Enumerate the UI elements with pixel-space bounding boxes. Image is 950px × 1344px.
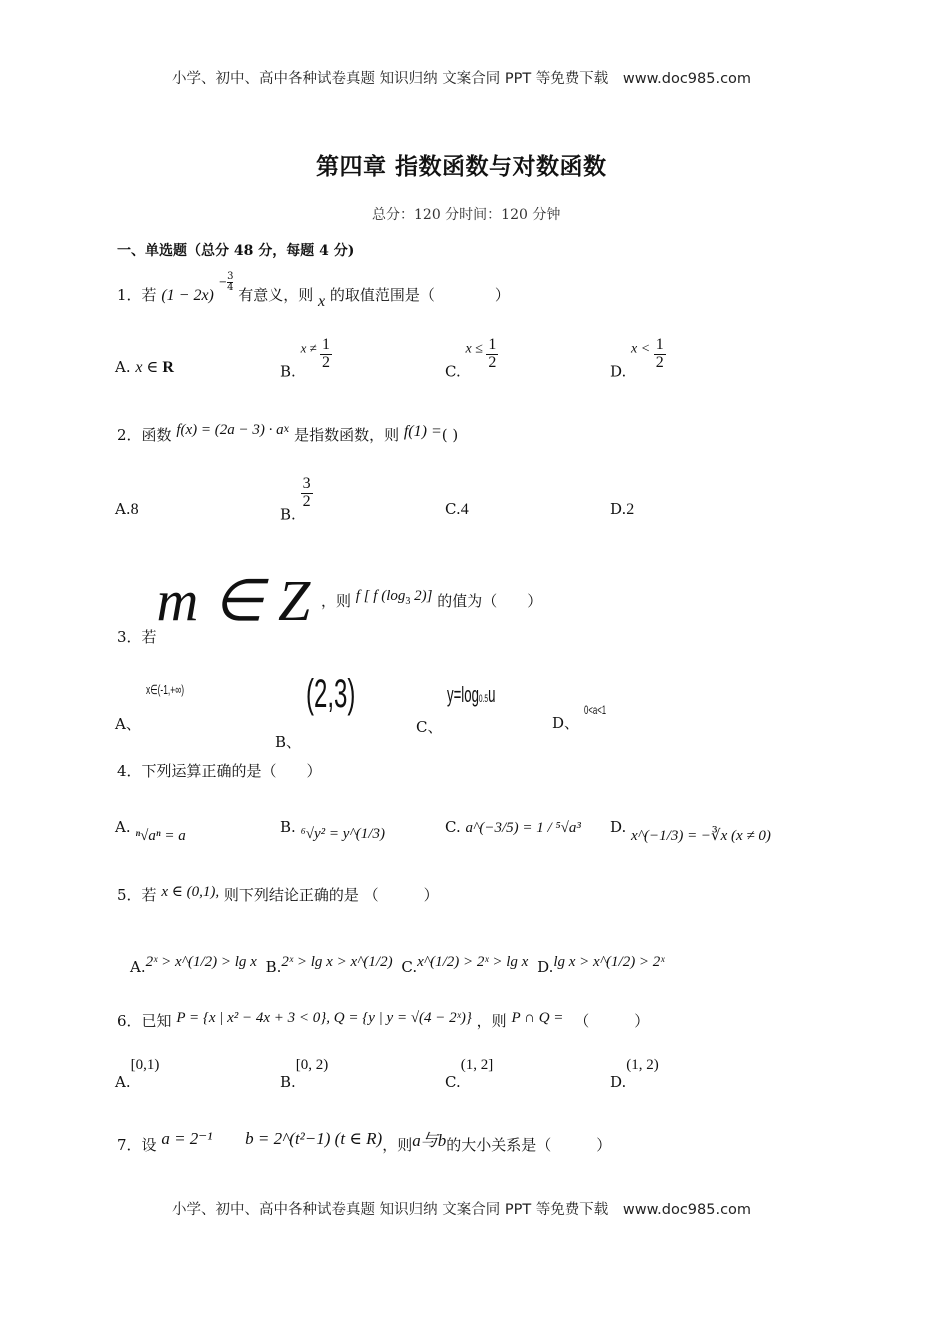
q5-options-row (130, 954, 665, 977)
frac-num: 1 (655, 336, 664, 353)
q7-number: 7．设 (117, 1136, 157, 1154)
q5-tail: 则下列结论正确的是 （ ） (223, 886, 439, 904)
q1-b-expr: x ≠ (300, 340, 320, 356)
q3-option-d[interactable] (552, 703, 618, 732)
option-label: D. (610, 500, 627, 518)
q2-option-c[interactable] (445, 500, 469, 519)
q6-d-expr: (1, 2) (626, 1057, 659, 1073)
q3-a-expr: x∈(-1,+∞) (145, 682, 184, 697)
q1-d-frac (654, 337, 666, 372)
question-5 (117, 884, 439, 905)
option-label: C. (445, 500, 461, 518)
q3-option-b[interactable] (275, 672, 388, 751)
option-label: D. (610, 818, 627, 836)
q2-d-expr: 2 (626, 501, 635, 518)
q2-number: 2．函数 (117, 426, 172, 444)
q1-b-frac (320, 337, 332, 372)
q6-option-d[interactable] (610, 1055, 659, 1091)
q7-expr-a: a = 2⁻¹ (161, 1129, 213, 1148)
q1-option-c[interactable] (445, 337, 498, 380)
option-label: D. (537, 958, 554, 976)
q5-b-expr: 2ˣ > lg x > x^(1/2) (281, 954, 393, 970)
q5-d-expr: lg x > x^(1/2) > 2ˣ (553, 954, 665, 970)
option-label: C、 (416, 718, 443, 736)
option-label: B. (280, 1073, 296, 1091)
q1-var: x (318, 293, 326, 310)
option-label: D. (610, 1073, 627, 1091)
question-2 (117, 424, 458, 445)
option-label: B. (280, 505, 296, 524)
q3-number: 3．若 (117, 628, 157, 646)
q1-d-expr: x < (631, 341, 654, 357)
q1-a-expr: x ∈ R (135, 359, 174, 376)
q3-c-tail: u (488, 682, 496, 707)
bottom-banner (172, 1198, 751, 1219)
option-label: C. (445, 1073, 461, 1091)
question-3 (117, 566, 543, 646)
q1-tail: 的取值范围是（ ） (329, 286, 510, 304)
q1-exp-num: 3 (227, 271, 234, 282)
question-6 (117, 1010, 649, 1031)
q5-option-a[interactable] (130, 954, 261, 976)
q3-expr (355, 588, 433, 607)
banner-url[interactable]: www.doc985.com (622, 1202, 752, 1218)
q3-b-expr: (2,3) (305, 672, 356, 716)
q1-option-a[interactable] (115, 357, 174, 377)
q6-a-expr: [0,1) (130, 1057, 160, 1073)
option-label: A. (115, 1073, 131, 1091)
q4-option-d[interactable] (610, 818, 771, 844)
q2-mid: 是指数函数，则 (294, 426, 400, 444)
q6-expr2: P ∩ Q = (511, 1010, 564, 1026)
q3-c-expr-start: y=log (447, 682, 480, 707)
q2-a-expr: 8 (130, 501, 139, 518)
q2-tail: ( ) (441, 426, 459, 444)
q2-expr: f(x) = (2a − 3) · a (176, 422, 284, 438)
q5-option-b[interactable] (265, 954, 397, 976)
q1-base: (1 − 2x) (161, 287, 214, 304)
q1-c-expr: x ≤ (465, 341, 487, 357)
option-label: A. (130, 958, 146, 976)
q4-option-c[interactable] (445, 818, 581, 837)
q2-option-b[interactable] (280, 476, 313, 523)
option-label: B. (280, 362, 296, 381)
frac-num: 3 (302, 475, 311, 492)
frac-num: 1 (321, 336, 330, 353)
q5-expr: x ∈ (0,1), (161, 884, 220, 900)
q1-number: 1．若 (117, 286, 157, 304)
q3-option-c[interactable] (416, 682, 528, 736)
q5-option-d[interactable] (537, 954, 665, 976)
q4-option-a[interactable] (115, 818, 186, 844)
option-label: C. (445, 362, 461, 381)
page-title: 第四章 指数函数与对数函数 (316, 153, 607, 180)
option-label: B. (280, 818, 296, 836)
option-label: B. (265, 958, 282, 976)
top-banner (172, 67, 751, 88)
q6-option-b[interactable] (280, 1055, 329, 1091)
option-label: D. (610, 362, 627, 381)
q2-option-a[interactable] (115, 500, 139, 519)
q4-b-expr: ⁶√y² = y^(1/3) (300, 826, 385, 842)
question-7 (117, 1130, 611, 1155)
q7-expr2: a与b (412, 1131, 447, 1150)
option-label: A、 (115, 715, 141, 733)
q3-big-expr: m ∈ Z (156, 568, 311, 633)
q4-option-b[interactable] (280, 818, 385, 842)
q3-d-expr: 0<a<1 (583, 703, 606, 717)
q2-b-frac (301, 476, 313, 511)
frac-num: 1 (488, 336, 497, 353)
option-label: D、 (552, 714, 580, 732)
q5-c-expr: x^(1/2) > 2ˣ > lg x (417, 954, 529, 970)
option-label: B、 (275, 733, 302, 751)
banner-text: 小学、初中、高中各种试卷真题 知识归纳 文案合同 PPT 等免费下载 (172, 1202, 609, 1218)
q6-option-c[interactable] (445, 1055, 494, 1091)
q6-number: 6．已知 (117, 1012, 172, 1030)
q5-option-c[interactable] (401, 954, 532, 976)
q5-a-expr: 2ˣ > x^(1/2) > lg x (145, 954, 257, 970)
q3-c-expr (447, 682, 495, 708)
q3-expr-end: 2)] (410, 588, 433, 604)
frac-den: 2 (488, 353, 497, 371)
section-heading: 一、单选题（总分 48 分，每题 4 分) (117, 243, 355, 259)
q7-mid: ，则 (382, 1136, 413, 1154)
q1-option-d[interactable] (610, 337, 666, 380)
q6-option-a[interactable] (115, 1055, 160, 1091)
q7-expr-b: b = 2^(t²−1) (t ∈ R) (245, 1129, 383, 1148)
q3-expr-start: f [ f (log (355, 588, 406, 604)
option-label: A. (115, 358, 131, 376)
q1-mid: 有意义，则 (238, 286, 314, 304)
q7-tail: 的大小关系是（ ） (446, 1136, 612, 1154)
q1-option-b[interactable] (280, 337, 332, 380)
q4-d-expr: x^(−1/3) = −∛x (x ≠ 0) (631, 828, 771, 844)
banner-text: 小学、初中、高中各种试卷真题 知识归纳 文案合同 PPT 等免费下载 (172, 71, 609, 87)
q6-c-expr: (1, 2] (460, 1057, 494, 1073)
q3-mid: ，则 (321, 592, 352, 610)
q1-c-frac (486, 337, 498, 372)
q6-b-expr: [0, 2) (295, 1057, 329, 1073)
question-4: 4．下列运算正确的是（ ） (117, 762, 322, 780)
option-label: A. (115, 500, 131, 518)
q6-tail: （ ） (574, 1012, 650, 1030)
q3-c-base: 0.5 (479, 693, 489, 705)
page-subtitle: 总分：120 分时间：120 分钟 (372, 207, 561, 223)
option-label: A. (115, 818, 131, 836)
q3-tail: 的值为（ ） (437, 592, 543, 610)
option-label: C. (401, 958, 418, 976)
banner-url[interactable]: www.doc985.com (622, 71, 752, 87)
q5-number: 5．若 (117, 886, 157, 904)
q6-mid: ，则 (476, 1012, 507, 1030)
q2-option-d[interactable] (610, 500, 634, 519)
q1-exp-den: 4 (227, 282, 234, 293)
question-1 (117, 271, 510, 310)
q1-exponent: − $\frac{3}{4}$ (218, 271, 234, 293)
q2-expr2: f(1) = (403, 423, 442, 440)
q6-expr: P = {x | x² − 4x + 3 < 0}, Q = {y | y = √(4 − 2ˣ)} (176, 1010, 472, 1026)
q4-c-expr: a^(−3/5) = 1 / ⁵√a³ (465, 820, 581, 836)
frac-den: 2 (655, 353, 664, 371)
q2-c-expr: 4 (460, 501, 469, 518)
q3-log-base: 3 (405, 596, 411, 607)
q4-a-expr: ⁿ√aⁿ = a (135, 828, 186, 844)
frac-den: 2 (302, 492, 311, 510)
option-label: C. (445, 818, 461, 836)
frac-den: 2 (321, 353, 330, 371)
q2-sup: x (283, 424, 290, 435)
q3-option-a[interactable] (115, 678, 204, 733)
